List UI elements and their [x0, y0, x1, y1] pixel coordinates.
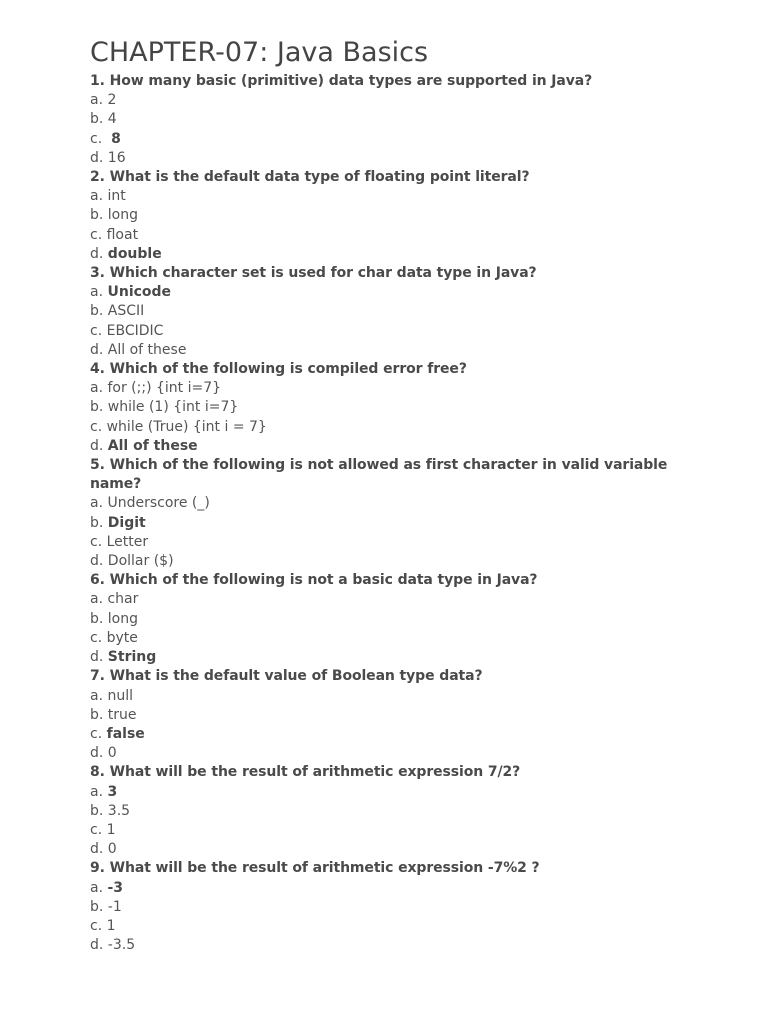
option-text: while (1) {int i=7}	[107, 399, 239, 416]
option-letter: d.	[90, 649, 108, 666]
answer-option	[90, 437, 690, 456]
option-text: 16	[107, 149, 126, 166]
option-letter: d.	[90, 553, 108, 570]
option-letter: c.	[90, 917, 107, 934]
option-letter: b.	[90, 802, 108, 819]
answer-option	[90, 91, 690, 110]
answer-option	[90, 879, 690, 898]
option-letter: b.	[90, 610, 108, 627]
option-letter: d.	[90, 149, 108, 166]
option-letter: d.	[90, 245, 108, 262]
option-text: null	[107, 687, 134, 704]
option-letter: c.	[90, 418, 107, 435]
option-letter: c.	[90, 821, 107, 838]
option-text: -1	[107, 898, 122, 915]
question-block	[90, 168, 690, 264]
answer-option	[90, 725, 690, 744]
question-text: 5. Which of the following is not allowed as first character in valid variable name?	[90, 457, 668, 493]
option-letter: a.	[90, 188, 108, 205]
option-letter: b.	[90, 399, 108, 416]
option-letter: a.	[90, 687, 108, 704]
answer-option	[90, 226, 690, 245]
answer-option	[90, 629, 690, 648]
option-letter: c.	[90, 130, 112, 147]
option-letter: b.	[90, 514, 108, 531]
answer-option	[90, 552, 690, 571]
option-letter: a.	[90, 783, 108, 800]
option-text: Letter	[106, 533, 149, 550]
answer-option	[90, 283, 690, 302]
option-letter: d.	[90, 937, 108, 954]
answer-option	[90, 322, 690, 341]
option-letter: b.	[90, 207, 108, 224]
correct-answer-text: 3	[107, 783, 118, 800]
option-letter: d.	[90, 341, 108, 358]
answer-option	[90, 130, 690, 149]
option-text: while (True) {int i = 7}	[106, 418, 267, 435]
answer-option	[90, 936, 690, 955]
option-letter: d.	[90, 841, 108, 858]
answer-option	[90, 245, 690, 264]
option-letter: c.	[90, 725, 107, 742]
answer-option	[90, 917, 690, 936]
answer-option	[90, 341, 690, 360]
option-letter: c.	[90, 629, 107, 646]
option-letter: a.	[90, 284, 108, 301]
question-block	[90, 571, 690, 667]
answer-option	[90, 302, 690, 321]
option-letter: b.	[90, 111, 108, 128]
option-text: 2	[107, 92, 117, 109]
answer-option	[90, 418, 690, 437]
option-text: Dollar ($)	[107, 553, 174, 570]
question-text: 8. What will be the result of arithmetic expression 7/2?	[90, 764, 521, 781]
page-title: CHAPTER-07: Java Basics	[90, 37, 429, 68]
answer-option	[90, 898, 690, 917]
answer-option	[90, 590, 690, 609]
option-text: -3.5	[107, 937, 136, 954]
correct-answer-text: Digit	[107, 514, 146, 531]
question-text: 6. Which of the following is not a basic data type in Java?	[90, 572, 538, 589]
option-text: All of these	[107, 341, 187, 358]
correct-answer-text: Unicode	[107, 284, 172, 301]
option-text: true	[107, 706, 137, 723]
correct-answer-text: All of these	[107, 437, 198, 454]
question-text: 1. How many basic (primitive) data types are supported in Java?	[90, 73, 593, 89]
correct-answer-text: -3	[107, 879, 124, 896]
option-text: 0	[107, 745, 117, 762]
option-text: byte	[106, 629, 138, 646]
option-text: 1	[106, 917, 116, 934]
question-block	[90, 360, 690, 456]
option-letter: c.	[90, 322, 107, 339]
question-list	[90, 72, 690, 955]
answer-option	[90, 110, 690, 129]
option-letter: b.	[90, 706, 108, 723]
answer-option	[90, 206, 690, 225]
answer-option	[90, 687, 690, 706]
option-letter: b.	[90, 898, 108, 915]
question-text: 3. Which character set is used for char data type in Java?	[90, 265, 537, 282]
answer-option	[90, 514, 690, 533]
option-letter: c.	[90, 226, 107, 243]
option-letter: b.	[90, 303, 108, 320]
option-letter: d.	[90, 745, 108, 762]
option-text: 1	[106, 821, 116, 838]
option-text: 3.5	[107, 802, 131, 819]
answer-option	[90, 533, 690, 552]
answer-option	[90, 744, 690, 763]
answer-option	[90, 149, 690, 168]
correct-answer-text: false	[106, 725, 145, 742]
question-text: 4. Which of the following is compiled error free?	[90, 361, 467, 378]
option-text: 4	[107, 111, 117, 128]
answer-option	[90, 802, 690, 821]
answer-option	[90, 648, 690, 667]
option-letter: a.	[90, 591, 108, 608]
answer-option	[90, 706, 690, 725]
option-letter: d.	[90, 437, 108, 454]
option-text: float	[106, 226, 139, 243]
answer-option	[90, 821, 690, 840]
answer-option	[90, 187, 690, 206]
correct-answer-text: String	[107, 649, 157, 666]
option-text: int	[107, 188, 126, 205]
answer-option	[90, 398, 690, 417]
question-block	[90, 667, 690, 763]
option-text: for (;;) {int i=7}	[107, 380, 222, 397]
answer-option	[90, 610, 690, 629]
option-text: long	[107, 610, 139, 627]
answer-option	[90, 379, 690, 398]
option-letter: a.	[90, 92, 108, 109]
question-block	[90, 763, 690, 859]
option-text: EBCIDIC	[106, 322, 164, 339]
option-letter: a.	[90, 380, 108, 397]
question-block	[90, 72, 690, 168]
question-text: 7. What is the default value of Boolean type data?	[90, 668, 483, 685]
correct-answer-text: double	[107, 245, 162, 262]
question-text: 2. What is the default data type of floating point literal?	[90, 169, 530, 186]
answer-option	[90, 494, 690, 513]
option-text: ASCII	[107, 303, 145, 320]
option-text: char	[107, 591, 139, 608]
correct-answer-text: 8	[111, 130, 121, 147]
option-letter: a.	[90, 495, 108, 512]
question-block	[90, 456, 690, 571]
option-text: long	[107, 207, 139, 224]
option-letter: a.	[90, 879, 108, 896]
option-text: 0	[107, 841, 117, 858]
question-block	[90, 264, 690, 360]
option-letter: c.	[90, 533, 107, 550]
option-text: Underscore (_)	[107, 495, 210, 512]
question-block	[90, 859, 690, 955]
document-page	[90, 34, 690, 955]
answer-option	[90, 840, 690, 859]
question-text: 9. What will be the result of arithmetic expression -7%2 ?	[90, 860, 540, 877]
answer-option	[90, 783, 690, 802]
